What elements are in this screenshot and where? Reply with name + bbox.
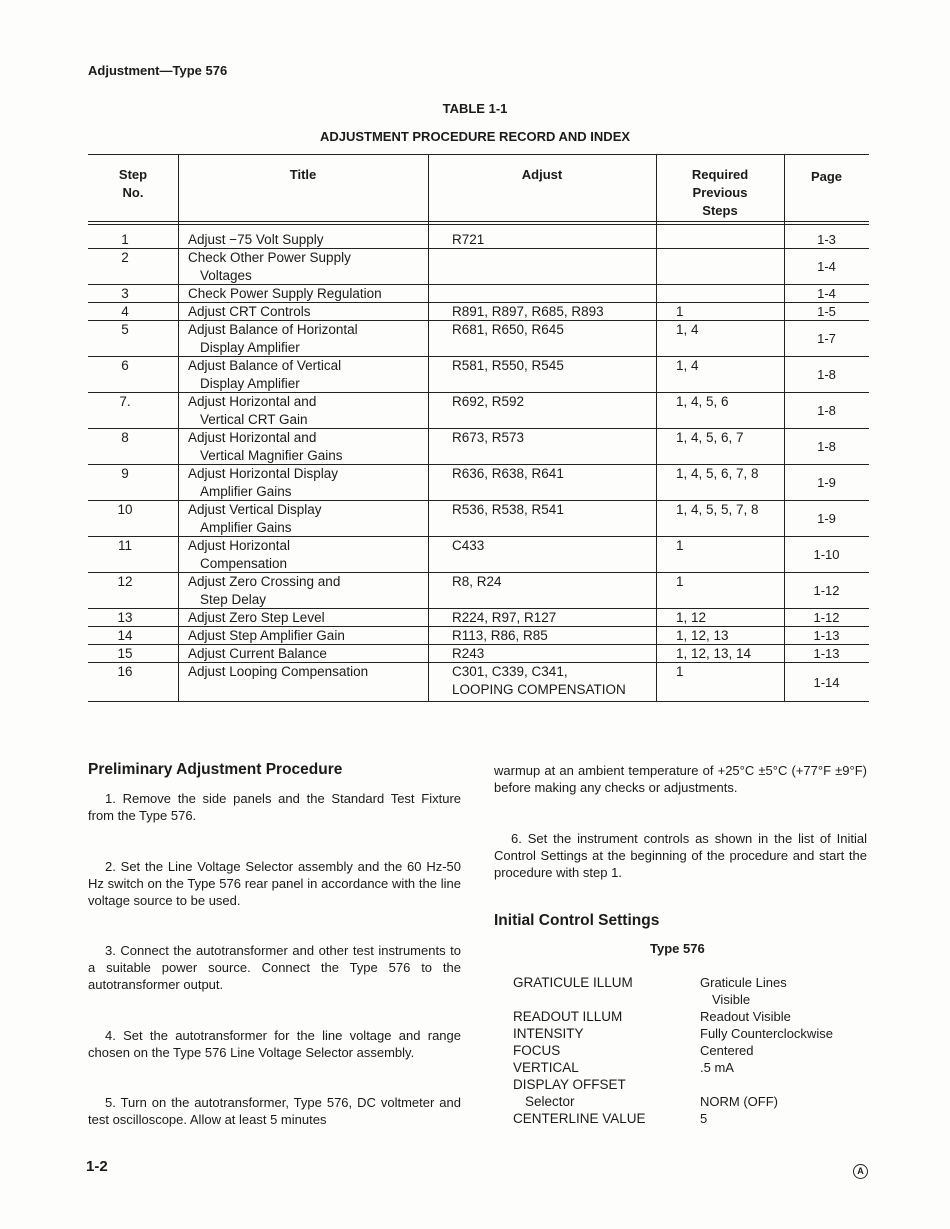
cell-title: Adjust −75 Volt Supply xyxy=(188,232,324,247)
setting-name: FOCUS xyxy=(513,1043,561,1058)
cell-required-steps: 1 xyxy=(676,304,684,319)
cell-title: Adjust Looping Compensation xyxy=(188,664,369,679)
cell-title: Display Amplifier xyxy=(200,376,300,391)
cell-title: Adjust Zero Crossing and xyxy=(188,574,341,589)
page-number: 1-2 xyxy=(86,1158,108,1175)
cell-required-steps: 1, 4, 5, 6, 7, 8 xyxy=(676,466,759,481)
cell-adjust: C301, C339, C341, xyxy=(452,664,568,679)
cell-required-steps: 1, 4, 5, 5, 7, 8 xyxy=(676,502,759,517)
cell-page: 1-10 xyxy=(813,547,840,562)
cell-title: Voltages xyxy=(200,268,252,283)
revision-mark: A xyxy=(853,1164,868,1179)
cell-adjust: R536, R538, R541 xyxy=(452,502,564,517)
header-step xyxy=(88,166,178,202)
cell-adjust: R243 xyxy=(452,646,485,661)
cell-step: 1 xyxy=(121,232,129,247)
preliminary-step-4: 4. Set the autotransformer for the line voltage and range chosen on the Type 576 Line Voltage Selector assembly. xyxy=(88,1028,461,1060)
setting-value: NORM (OFF) xyxy=(700,1094,778,1109)
setting-value: Fully Counterclockwise xyxy=(700,1026,833,1041)
adjustment-procedure-table xyxy=(88,154,869,715)
cell-adjust: R636, R638, R641 xyxy=(452,466,564,481)
cell-required-steps: 1, 4 xyxy=(676,358,699,373)
header-required-line: Previous xyxy=(692,185,748,200)
cell-title: Adjust Horizontal and xyxy=(188,394,317,409)
cell-title: Step Delay xyxy=(200,592,267,607)
cell-title: Check Other Power Supply xyxy=(188,250,351,265)
setting-name: GRATICULE ILLUM xyxy=(513,975,633,990)
setting-name: READOUT ILLUM xyxy=(513,1009,623,1024)
cell-adjust: R891, R897, R685, R893 xyxy=(452,304,604,319)
cell-title: Check Power Supply Regulation xyxy=(188,286,382,301)
cell-title: Adjust CRT Controls xyxy=(188,304,311,319)
setting-value: .5 mA xyxy=(700,1060,734,1075)
running-head: Adjustment—Type 576 xyxy=(88,63,228,78)
preliminary-step-6: 6. Set the instrument controls as shown in the list of Initial Control Settings at the beginning of the procedure and start the procedure with step 1. xyxy=(494,831,867,880)
cell-step: 15 xyxy=(117,646,133,661)
header-step-line: No. xyxy=(122,185,144,200)
setting-value: 5 xyxy=(700,1111,708,1126)
setting-value: Readout Visible xyxy=(700,1009,791,1024)
preliminary-step-5: 5. Turn on the autotransformer, Type 576, DC voltmeter and test oscilloscope. Allow at least 5 minutes xyxy=(88,1095,461,1127)
preliminary-step-2: 2. Set the Line Voltage Selector assembly and the 60 Hz-50 Hz switch on the Type 576 rear panel in accordance with the line voltage source to be used. xyxy=(88,859,461,908)
row-rule xyxy=(88,701,869,702)
cell-adjust: R673, R573 xyxy=(452,430,525,445)
header-page: Page xyxy=(810,169,843,184)
cell-adjust: R224, R97, R127 xyxy=(452,610,557,625)
cell-page: 1-7 xyxy=(817,331,836,346)
cell-required-steps: 1 xyxy=(676,574,684,589)
setting-name: INTENSITY xyxy=(513,1026,584,1041)
cell-adjust: R113, R86, R85 xyxy=(452,628,548,643)
cell-page: 1-14 xyxy=(813,675,840,690)
preliminary-step-1: 1. Remove the side panels and the Standard Test Fixture from the Type 576. xyxy=(88,791,461,823)
cell-title: Vertical CRT Gain xyxy=(200,412,308,427)
header-rule xyxy=(88,224,869,225)
cell-step: 3 xyxy=(121,286,129,301)
step-5-continued: warmup at an ambient temperature of +25°C ±5°C (+77°F ±9°F) before making any checks or adjustments. xyxy=(494,763,867,795)
setting-name: VERTICAL xyxy=(513,1060,579,1075)
preliminary-heading: Preliminary Adjustment Procedure xyxy=(88,761,343,778)
cell-page: 1-9 xyxy=(817,511,836,526)
cell-page: 1-5 xyxy=(817,304,836,319)
header-step-line: Step xyxy=(118,167,148,182)
cell-title: Adjust Current Balance xyxy=(188,646,327,661)
cell-title: Adjust Step Amplifier Gain xyxy=(188,628,345,643)
cell-adjust: R8, R24 xyxy=(452,574,502,589)
cell-page: 1-4 xyxy=(817,286,836,301)
initial-settings-heading: Initial Control Settings xyxy=(494,912,660,929)
cell-step: 2 xyxy=(121,250,129,265)
cell-title: Adjust Vertical Display xyxy=(188,502,322,517)
cell-title: Adjust Zero Step Level xyxy=(188,610,325,625)
cell-step: 8 xyxy=(121,430,129,445)
cell-page: 1-4 xyxy=(817,259,836,274)
cell-adjust: R721 xyxy=(452,232,485,247)
cell-step: 16 xyxy=(117,664,133,679)
cell-page: 1-9 xyxy=(817,475,836,490)
cell-page: 1-3 xyxy=(817,232,836,247)
cell-required-steps: 1, 4, 5, 6 xyxy=(676,394,729,409)
cell-adjust: C433 xyxy=(452,538,485,553)
cell-title: Compensation xyxy=(200,556,288,571)
cell-page: 1-8 xyxy=(817,367,836,382)
column-rule xyxy=(178,154,179,701)
cell-title: Display Amplifier xyxy=(200,340,300,355)
cell-title: Adjust Balance of Horizontal xyxy=(188,322,358,337)
cell-title: Amplifier Gains xyxy=(200,484,292,499)
cell-step: 7. xyxy=(119,394,131,409)
setting-value: Centered xyxy=(700,1043,754,1058)
header-required-steps xyxy=(656,166,784,220)
header-adjust: Adjust xyxy=(521,167,563,182)
table-top-rule xyxy=(88,154,869,155)
cell-required-steps: 1, 12 xyxy=(676,610,707,625)
cell-step: 13 xyxy=(117,610,133,625)
header-rule xyxy=(88,221,869,222)
setting-name: DISPLAY OFFSET xyxy=(513,1077,626,1092)
cell-required-steps: 1 xyxy=(676,538,684,553)
cell-title: Adjust Balance of Vertical xyxy=(188,358,342,373)
cell-required-steps: 1, 12, 13 xyxy=(676,628,729,643)
cell-step: 12 xyxy=(117,574,133,589)
column-rule xyxy=(428,154,429,701)
cell-step: 11 xyxy=(117,538,132,553)
cell-step: 14 xyxy=(117,628,133,643)
table-number: TABLE 1-1 xyxy=(442,101,508,116)
table-title: ADJUSTMENT PROCEDURE RECORD AND INDEX xyxy=(319,129,631,144)
cell-title: Adjust Horizontal xyxy=(188,538,291,553)
cell-title: Adjust Horizontal and xyxy=(188,430,317,445)
cell-title: Amplifier Gains xyxy=(200,520,292,535)
cell-adjust: R681, R650, R645 xyxy=(452,322,564,337)
setting-name: Selector xyxy=(525,1094,575,1109)
initial-settings-subheading: Type 576 xyxy=(650,941,705,956)
cell-required-steps: 1, 12, 13, 14 xyxy=(676,646,752,661)
setting-value: Graticule Lines xyxy=(700,975,787,990)
cell-page: 1-8 xyxy=(817,403,836,418)
cell-adjust: R692, R592 xyxy=(452,394,525,409)
cell-page: 1-13 xyxy=(813,646,840,661)
cell-required-steps: 1, 4 xyxy=(676,322,699,337)
cell-step: 10 xyxy=(117,502,133,517)
cell-page: 1-13 xyxy=(813,628,840,643)
header-title: Title xyxy=(289,167,317,182)
cell-adjust: R581, R550, R545 xyxy=(452,358,564,373)
cell-title: Vertical Magnifier Gains xyxy=(200,448,343,463)
column-rule xyxy=(656,154,657,701)
cell-page: 1-12 xyxy=(813,583,840,598)
preliminary-step-3: 3. Connect the autotransformer and other test instruments to a suitable power source. Connect the Type 576 to the autotransformer output. xyxy=(88,943,461,992)
cell-page: 1-8 xyxy=(817,439,836,454)
header-required-line: Steps xyxy=(702,203,738,218)
cell-step: 9 xyxy=(121,466,129,481)
cell-required-steps: 1 xyxy=(676,664,684,679)
cell-page: 1-12 xyxy=(813,610,840,625)
cell-adjust: LOOPING COMPENSATION xyxy=(452,682,626,697)
cell-step: 6 xyxy=(121,358,129,373)
setting-value: Visible xyxy=(712,992,751,1007)
header-required-line: Required xyxy=(691,167,749,182)
cell-title: Adjust Horizontal Display xyxy=(188,466,339,481)
cell-required-steps: 1, 4, 5, 6, 7 xyxy=(676,430,744,445)
column-rule xyxy=(784,154,785,701)
cell-step: 5 xyxy=(121,322,129,337)
cell-step: 4 xyxy=(121,304,129,319)
setting-name: CENTERLINE VALUE xyxy=(513,1111,646,1126)
